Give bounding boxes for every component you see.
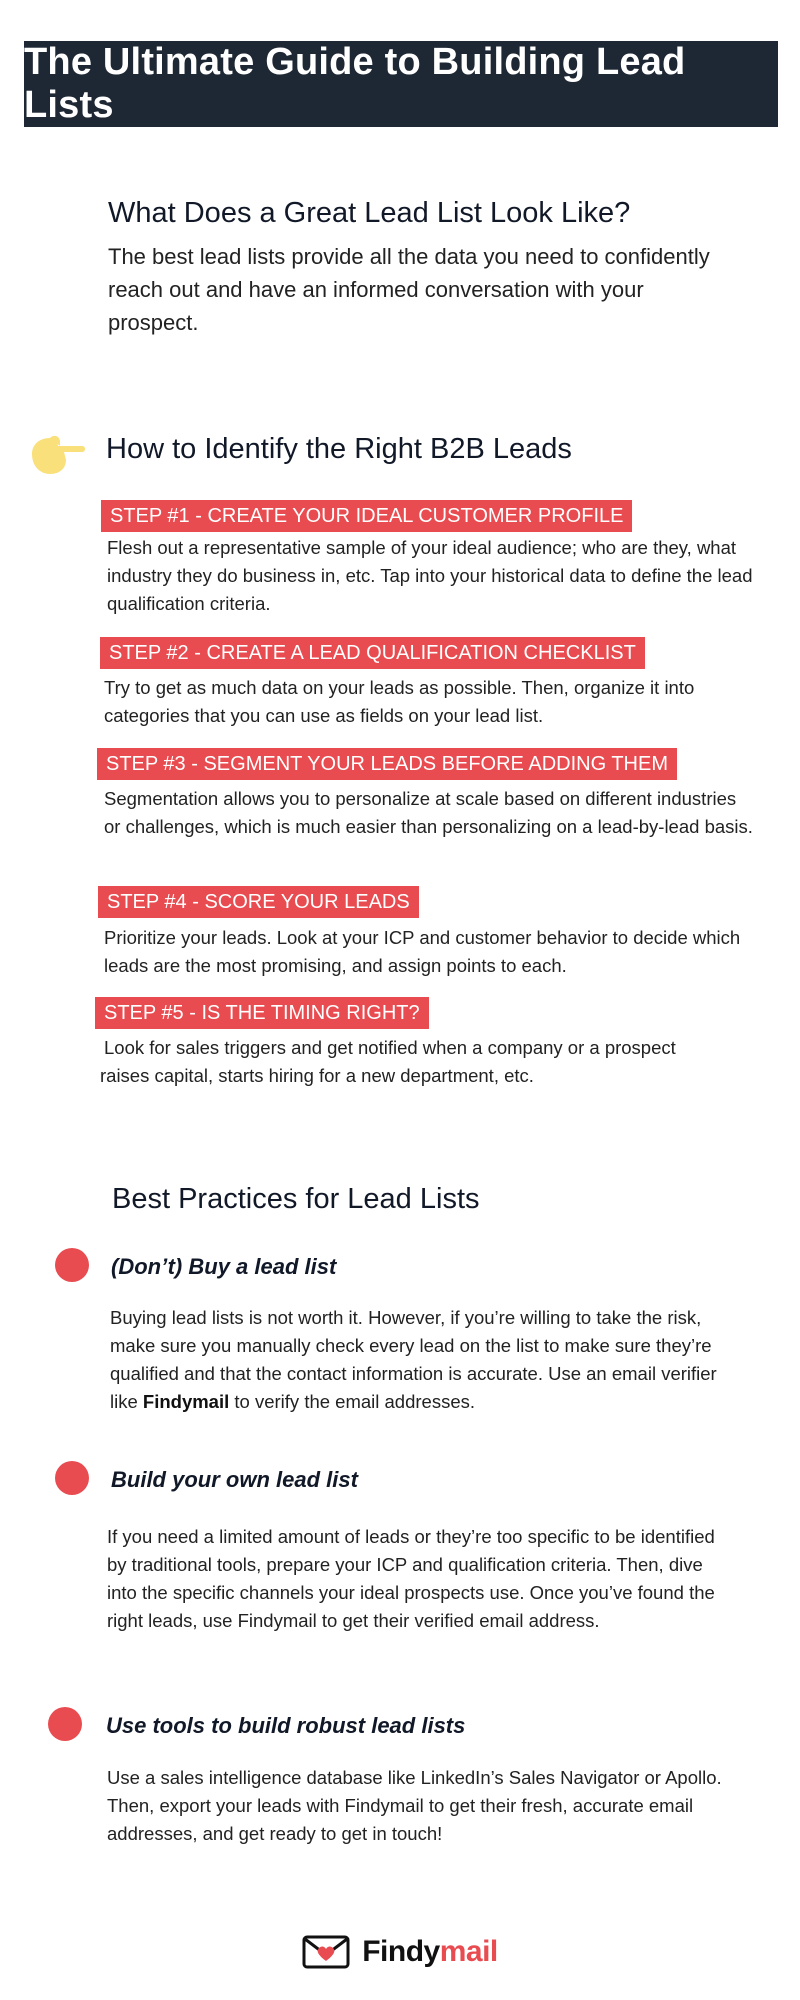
step-4-label: STEP #4 - SCORE YOUR LEADS <box>98 886 419 918</box>
findymail-mention: Findymail <box>142 1391 230 1412</box>
step-1-text: Flesh out a representative sample of your ideal audience; who are they, what industry they do business in, etc. Tap into your historical data to define the lead qualification criteria. <box>107 537 753 614</box>
bullet-dot <box>48 1707 82 1741</box>
section-heading-identify-leads: How to Identify the Right B2B Leads <box>106 433 572 465</box>
bullet-dot <box>55 1248 89 1282</box>
footer-logo <box>0 1928 800 1976</box>
step-3-label: STEP #3 - SEGMENT YOUR LEADS BEFORE ADDING THEM <box>97 748 677 780</box>
step-5-label: STEP #5 - IS THE TIMING RIGHT? <box>95 997 429 1029</box>
brand-name: Findymail <box>362 1935 498 1968</box>
page-title: The Ultimate Guide to Building Lead Lists <box>24 41 686 126</box>
step-3-text: Segmentation allows you to personalize at scale based on different industries or challenges, which is much easier than personalizing on a lead-by-lead basis. <box>104 788 753 837</box>
envelope-heart-icon <box>302 1935 350 1969</box>
bullet-dot <box>55 1461 89 1495</box>
step-1-label: STEP #1 - CREATE YOUR IDEAL CUSTOMER PROFILE <box>101 500 632 532</box>
section-heading-great-lead-list: What Does a Great Lead List Look Like? <box>108 197 631 229</box>
section-intro-text: The best lead lists provide all the data you need to confidently reach out and have an informed conversation with your prospect. <box>108 244 710 335</box>
practice-2-title: Build your own lead list <box>111 1467 358 1492</box>
step-5-text: Look for sales triggers and get notified when a company or a prospect raises capital, starts hiring for a new department, etc. <box>100 1037 676 1086</box>
practice-1-title: (Don’t) Buy a lead list <box>111 1254 337 1279</box>
practice-3-title: Use tools to build robust lead lists <box>106 1713 466 1738</box>
step-2-text: Try to get as much data on your leads as possible. Then, organize it into categories that you can use as fields on your lead list. <box>104 677 695 726</box>
step-2-label: STEP #2 - CREATE A LEAD QUALIFICATION CHECKLIST <box>100 637 645 669</box>
practice-1-text: Buying lead lists is not worth it. However, if you’re willing to take the risk, make sure you manually check every lead on the list to make sure they’re qualified and that the contact information is accurate. Use an email verifier like Findymail to verify the email addresses. <box>110 1307 717 1412</box>
section-heading-best-practices: Best Practices for Lead Lists <box>112 1183 480 1215</box>
pointing-hand-icon <box>30 432 86 476</box>
practice-2-text: If you need a limited amount of leads or they’re too specific to be identified by traditional tools, prepare your ICP and qualification criteria. Then, dive into the specific channels your ideal prospects use. Once you’ve found the right leads, use Findymail to get their verified email address. <box>107 1526 715 1631</box>
practice-3-text: Use a sales intelligence database like LinkedIn’s Sales Navigator or Apollo. Then, export your leads with Findymail to get their fresh, accurate email addresses, and get ready to get in touch! <box>107 1767 722 1844</box>
step-4-text: Prioritize your leads. Look at your ICP and customer behavior to decide which leads are the most promising, and assign points to each. <box>104 927 741 976</box>
header-banner <box>24 41 778 127</box>
